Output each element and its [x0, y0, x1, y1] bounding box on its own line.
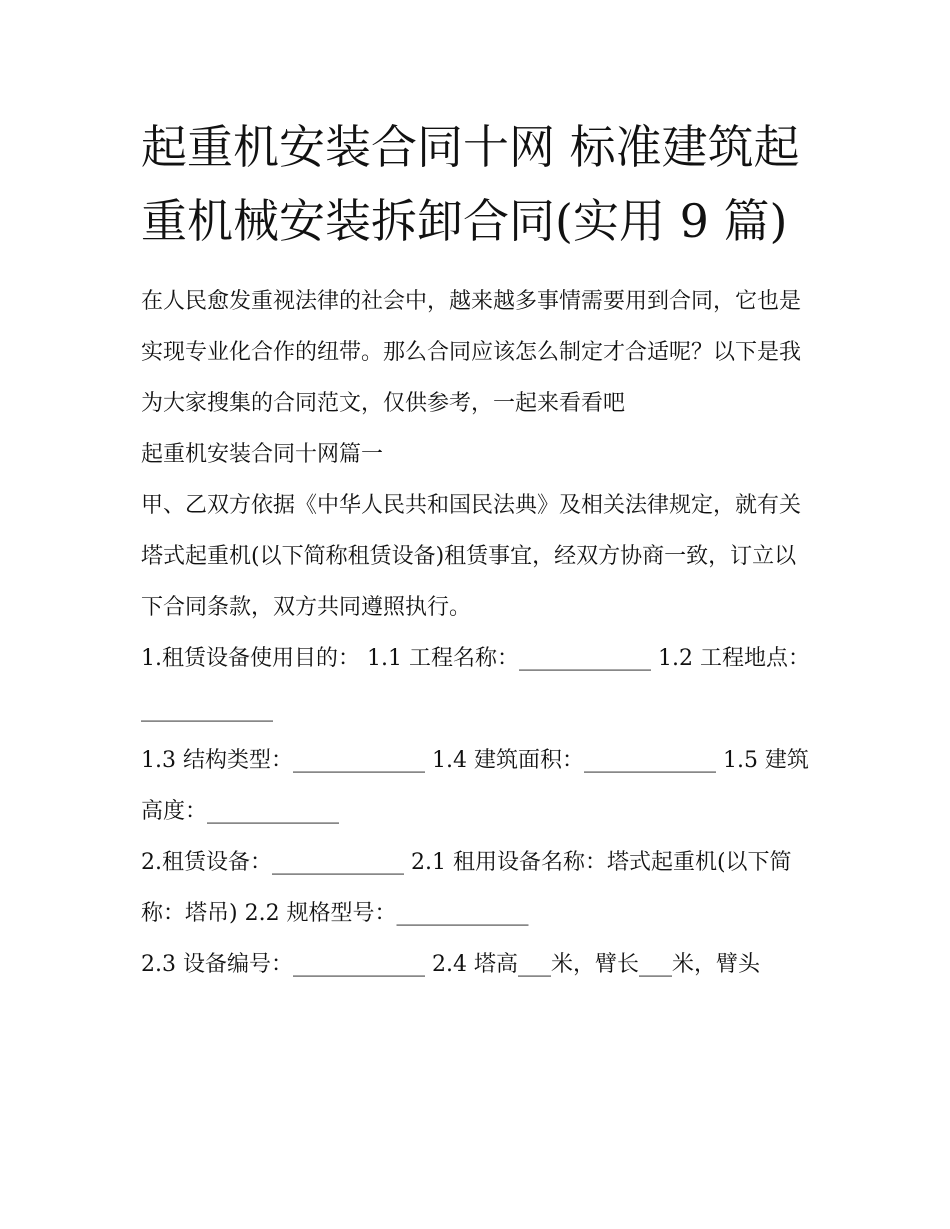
document-title: 起重机安装合同十网 标准建筑起重机械安装拆卸合同(实用 9 篇): [141, 120, 800, 248]
clause-1-project-info: 1.租赁设备使用目的： 1.1 工程名称：____________ 1.2 工程地点：____________: [141, 646, 810, 722]
clause-1-structure-info: 1.3 结构类型：____________ 1.4 建筑面积：____________ 1.5 建筑高度：____________: [141, 748, 809, 824]
section-heading: 起重机安装合同十网篇一: [141, 442, 384, 467]
contract-preamble: 甲、乙双方依据《中华人民共和国民法典》及相关法律规定，就有关塔式起重机(以下简称租赁设备)租赁事宜，经双方协商一致，订立以下合同条款，双方共同遵照执行。: [141, 493, 802, 620]
clause-2-equipment-specs: 2.3 设备编号：____________ 2.4 塔高___米，臂长___米，臂头: [141, 952, 760, 977]
intro-paragraph: 在人民愈发重视法律的社会中，越来越多事情需要用到合同，它也是实现专业化合作的纽带。那么合同应该怎么制定才合适呢？以下是我为大家搜集的合同范文，仅供参考，一起来看看吧: [141, 289, 802, 416]
clause-2-equipment: 2.租赁设备：____________ 2.1 租用设备名称：塔式起重机(以下简称：塔吊) 2.2 规格型号：____________: [141, 850, 792, 926]
document-page: [141, 110, 813, 990]
